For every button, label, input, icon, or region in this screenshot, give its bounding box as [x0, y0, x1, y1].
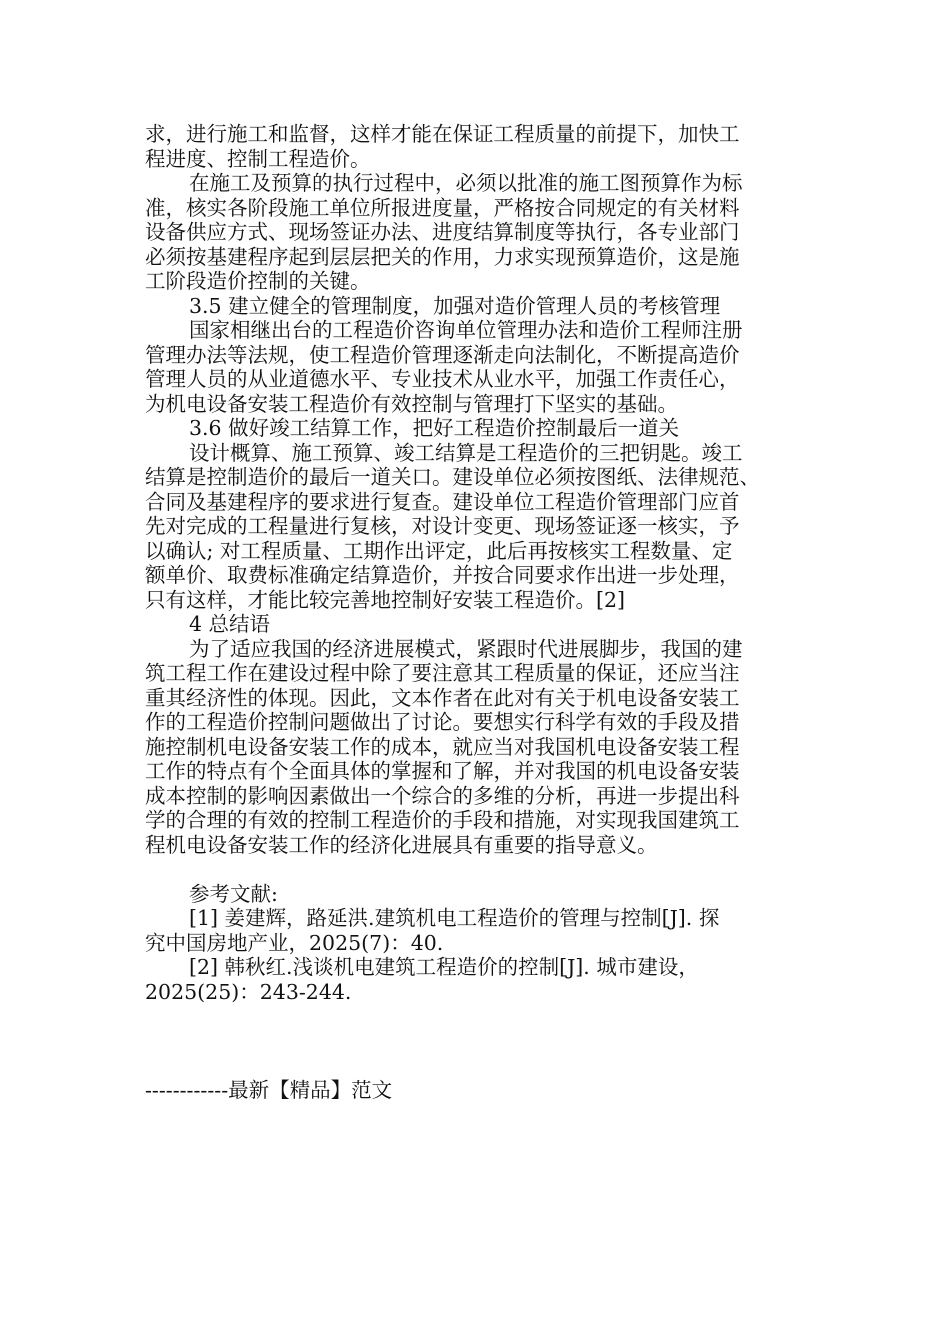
text-line: 额单价、取费标准确定结算造价，并按合同要求作出进一步处理，: [145, 563, 740, 587]
text-line: 究中国房地产业，2025(7)：40.: [145, 930, 444, 955]
text-line: 合同及基建程序的要求进行复查。建设单位工程造价管理部门应首: [145, 489, 740, 514]
paragraph: [145, 980, 805, 1005]
text-line: 求，进行施工和监督，这样才能在保证工程质量的前提下，加快工: [145, 122, 740, 146]
text-line: 为机电设备安装工程造价有效控制与管理打下坚实的基础。: [145, 391, 678, 416]
text-line: 程进度、控制工程造价。: [145, 146, 371, 171]
text-line: 参考文献:: [189, 881, 278, 906]
paragraph: [145, 931, 805, 956]
paragraph: [145, 955, 805, 980]
text-line: 以确认; 对工程质量、工期作出评定，此后再按核实工程数量、定: [145, 538, 733, 563]
text-line: 2025(25)：243-244.: [145, 979, 352, 1004]
paragraph: [145, 318, 805, 343]
text-line: 先对完成的工程量进行复核，对设计变更、现场签证逐一核实，予: [145, 514, 740, 538]
text-line: 施控制机电设备安装工作的成本，就应当对我国机电设备安装工程: [145, 734, 740, 759]
text-line: 必须按基建程序起到层层把关的作用，力求实现预算造价，这是施: [145, 244, 740, 269]
paragraph: [145, 882, 805, 907]
text-line: 重其经济性的体现。因此，文本作者在此对有关于机电设备安装工: [145, 685, 740, 710]
paragraph: [145, 1004, 805, 1078]
paragraph: [145, 416, 805, 441]
text-line: 管理办法等法规，使工程造价管理逐渐走向法制化，不断提高造价: [145, 342, 740, 367]
text-line: 学的合理的有效的控制工程造价的手段和措施，对实现我国建筑工: [145, 808, 740, 832]
text-line: 作的工程造价控制问题做出了讨论。要想实行科学有效的手段及措: [145, 710, 740, 734]
text-line: 国家相继出台的工程造价咨询单位管理办法和造价工程师注册: [189, 318, 743, 342]
text-line: 设计概算、施工预算、竣工结算是工程造价的三把钥匙。竣工: [189, 440, 743, 465]
paragraph: [145, 1078, 805, 1103]
paragraph: [145, 294, 805, 319]
paragraph: [145, 906, 805, 931]
text-line: 在施工及预算的执行过程中，必须以批准的施工图预算作为标: [189, 171, 743, 195]
paragraph: [145, 171, 805, 196]
text-line: 为了适应我国的经济进展模式，紧跟时代进展脚步，我国的建: [189, 636, 743, 661]
text-line: 筑工程工作在建设过程中除了要注意其工程质量的保证，还应当注: [145, 661, 740, 685]
text-line: 成本控制的影响因素做出一个综合的多维的分析，再进一步提出科: [145, 783, 740, 808]
text-line: 程机电设备安装工作的经济化进展具有重要的指导意义。: [145, 832, 658, 857]
text-line: [145, 1053, 805, 1078]
text-line: 设备供应方式、现场签证办法、进度结算制度等执行，各专业部门: [145, 220, 740, 244]
paragraph: [145, 196, 805, 294]
text-line: [145, 1004, 805, 1029]
paragraph: [145, 637, 805, 662]
text-line: 结算是控制造价的最后一道关口。建设单位必须按图纸、法律规范、: [145, 465, 760, 489]
text-line: [2] 韩秋红.浅谈机电建筑工程造价的控制[J]. 城市建设，: [189, 955, 699, 979]
paragraph: [145, 857, 805, 882]
text-line: ------------最新【精品】范文: [145, 1077, 393, 1102]
text-line: [1] 姜建辉，路延洪.建筑机电工程造价的管理与控制[J]. 探: [189, 906, 720, 930]
text-line: 管理人员的从业道德水平、专业技术从业水平，加强工作责任心，: [145, 367, 740, 391]
paragraph: [145, 343, 805, 417]
paragraph: [145, 465, 805, 612]
text-line: 只有这样，才能比较完善地控制好安装工程造价。[2]: [145, 587, 626, 612]
document-body: [145, 122, 805, 1102]
text-line: 3.5 建立健全的管理制度，加强对造价管理人员的考核管理: [189, 293, 721, 318]
text-line: [145, 857, 805, 882]
document-page: [145, 0, 805, 1102]
paragraph: [145, 441, 805, 466]
paragraph: [145, 661, 805, 857]
text-line: [145, 1029, 805, 1054]
text-line: 3.6 做好竣工结算工作，把好工程造价控制最后一道关: [189, 416, 680, 440]
paragraph: [145, 612, 805, 637]
text-line: 工作的特点有个全面具体的掌握和了解，并对我国的机电设备安装: [145, 759, 740, 783]
text-line: 4 总结语: [189, 612, 271, 636]
paragraph: [145, 122, 805, 171]
text-line: 准，核实各阶段施工单位所报进度量，严格按合同规定的有关材料: [145, 195, 740, 220]
text-line: 工阶段造价控制的关键。: [145, 269, 371, 293]
